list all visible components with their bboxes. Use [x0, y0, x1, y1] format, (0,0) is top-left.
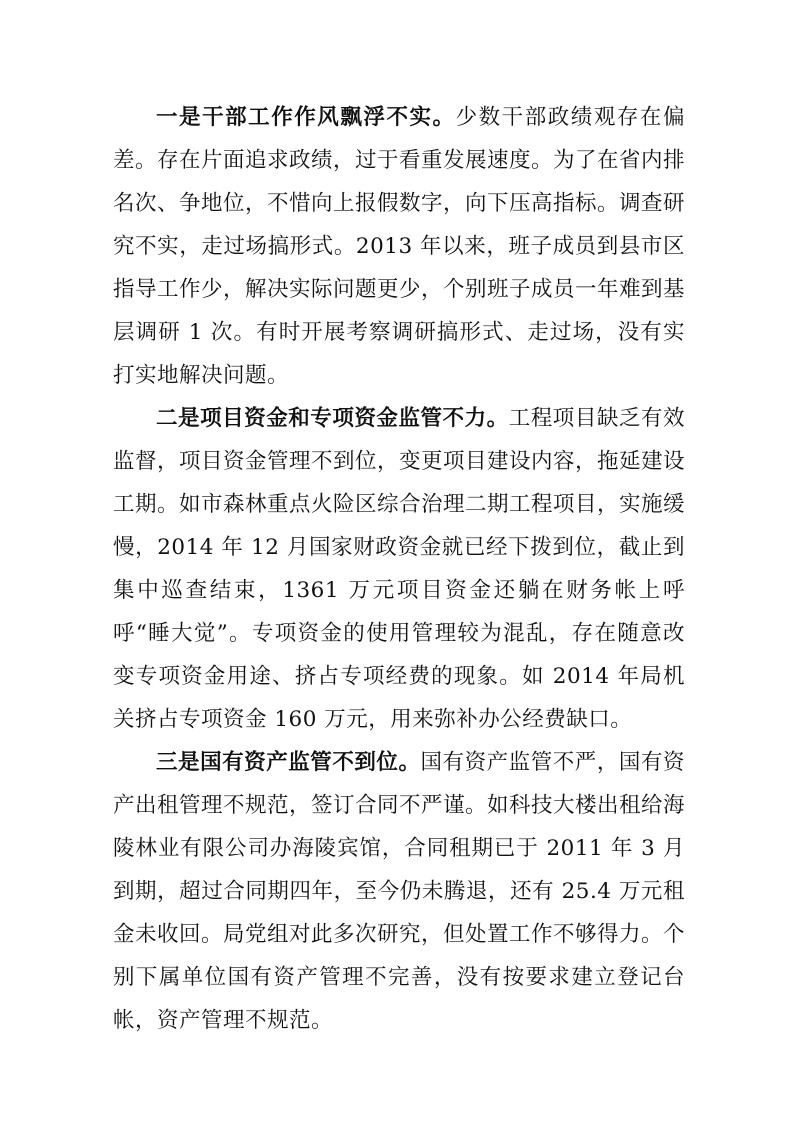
paragraph-project-funds-supervision	[113, 397, 685, 741]
paragraph-body: 少数干部政绩观存在偏差。存在片面追求政绩，过于看重发展速度。为了在省内排名次、争地位，不惜向上报假数字，向下压高指标。调查研究不实，走过场搞形式。2013 年以来，班子成员到县市区指导工作少，解决实际问题更少，个别班子成员一年难到基层调研 1 次。有时开展考察调研搞形式、走过场，没有实打实地解决问题。	[113, 105, 686, 388]
paragraph-body: 工程项目缺乏有效监督，项目资金管理不到位，变更项目建设内容，拖延建设工期。如市森林重点火险区综合治理二期工程项目，实施缓慢，2014 年 12 月国家财政资金就已经下拨到位，截止到集中巡查结束，1361 万元项目资金还躺在财务帐上呼呼“睡大觉”。专项资金的使用管理较为混乱，存在随意改变专项资金用途、挤占专项经费的现象。如 2014 年局机关挤占专项资金 160 万元，用来弥补办公经费缺口。	[113, 406, 686, 732]
paragraph-heading: 二是项目资金和专项资金监管不力。	[156, 406, 509, 431]
paragraph-body: 国有资产监管不严，国有资产出租管理不规范，签订合同不严谨。如科技大楼出租给海陵林业有限公司办海陵宾馆，合同租期已于 2011 年 3 月到期，超过合同期四年，至今仍未腾退，还有 25.4 万元租金未收回。局党组对此多次研究，但处置工作不够得力。个别下属单位国有资产管理不完善，没有按要求建立登记台帐，资产管理不规范。	[113, 750, 686, 1033]
paragraph-cadre-work-style	[113, 96, 685, 397]
document-page	[113, 96, 685, 1042]
paragraph-heading: 一是干部工作作风飘浮不实。	[156, 105, 456, 130]
paragraph-state-assets-supervision	[113, 741, 685, 1042]
paragraph-heading: 三是国有资产监管不到位。	[156, 750, 421, 775]
